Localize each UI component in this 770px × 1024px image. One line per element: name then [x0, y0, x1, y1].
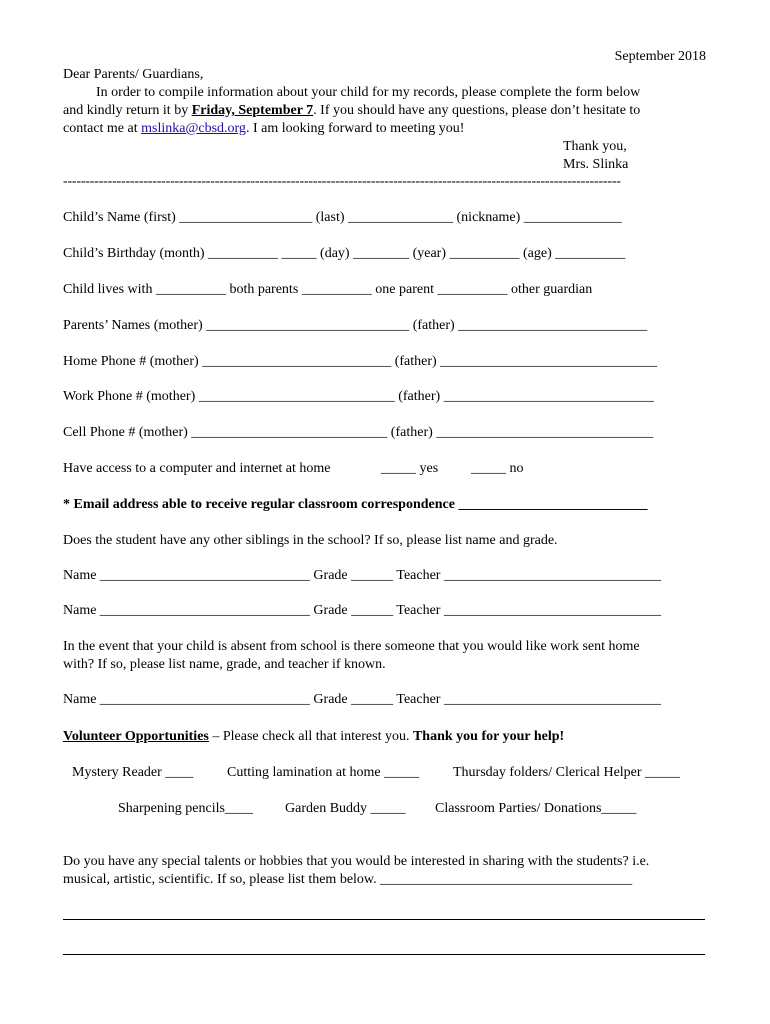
intro-line-3-pre: contact me at	[63, 121, 142, 136]
parents-names-field[interactable]: Parents’ Names (mother) _____________________________ (father) ___________________________	[63, 318, 648, 333]
intro-line-2-pre: and kindly return it by	[63, 103, 192, 118]
volunteer-option-thursday-folders[interactable]: Thursday folders/ Clerical Helper _____	[453, 765, 681, 780]
closing-name: Mrs. Slinka	[563, 157, 629, 172]
letter-date: September 2018	[614, 49, 706, 64]
due-date: Friday, September 7	[191, 103, 314, 118]
absent-question-2: with? If so, please list name, grade, and teacher if known.	[63, 657, 386, 672]
home-phone-field[interactable]: Home Phone # (mother) ___________________________ (father) _______________________________	[63, 354, 658, 369]
divider: -----------------------------------------------------------------------------------------------------------------------------	[63, 174, 621, 189]
talents-question-1: Do you have any special talents or hobbies that you would be interested in sharing with the students? i.e.	[63, 854, 650, 869]
volunteer-heading: Volunteer Opportunities	[63, 729, 209, 744]
work-phone-field[interactable]: Work Phone # (mother) ____________________________ (father) ______________________________	[63, 389, 654, 404]
lives-with-field[interactable]: Child lives with __________ both parents __________ one parent __________ other guardian	[63, 282, 593, 297]
volunteer-option-sharpening-pencils[interactable]: Sharpening pencils____	[118, 801, 253, 816]
answer-line-2[interactable]	[63, 954, 705, 955]
absent-contact-row[interactable]: Name ______________________________ Grade ______ Teacher _______________________________	[63, 692, 661, 707]
sibling-row-1[interactable]: Name ______________________________ Grade ______ Teacher _______________________________	[63, 568, 661, 583]
volunteer-option-cutting-lamination[interactable]: Cutting lamination at home _____	[227, 765, 420, 780]
volunteer-thanks: Thank you for your help!	[412, 729, 565, 744]
intro-line-3-post: . I am looking forward to meeting you!	[245, 121, 465, 136]
intro-line-2-post: . If you should have any questions, please don’t hesitate to	[313, 103, 641, 118]
answer-line-1[interactable]	[63, 919, 705, 920]
intro-line-3	[63, 120, 464, 137]
email-field[interactable]: * Email address able to receive regular classroom correspondence ___________________________	[63, 497, 648, 512]
volunteer-option-garden-buddy[interactable]: Garden Buddy _____	[285, 801, 406, 816]
volunteer-option-mystery-reader[interactable]: Mystery Reader ____	[72, 765, 194, 780]
closing-thanks: Thank you,	[563, 139, 627, 154]
intro-line-1: In order to compile information about your child for my records, please complete the form below	[96, 85, 641, 100]
volunteer-instruction: – Please check all that interest you.	[208, 729, 413, 744]
child-name-field[interactable]: Child’s Name (first) ___________________ (last) _______________ (nickname) ______________	[63, 210, 622, 225]
intro-line-2	[63, 102, 640, 119]
computer-yes-field[interactable]: _____ yes	[381, 461, 439, 476]
siblings-question: Does the student have any other siblings in the school? If so, please list name and grade.	[63, 533, 558, 548]
birthday-field[interactable]: Child’s Birthday (month) __________ _____ (day) ________ (year) __________ (age) __________	[63, 246, 626, 261]
cell-phone-field[interactable]: Cell Phone # (mother) ____________________________ (father) _______________________________	[63, 425, 654, 440]
sibling-row-2[interactable]: Name ______________________________ Grade ______ Teacher _______________________________	[63, 603, 661, 618]
talents-question-2[interactable]: musical, artistic, scientific. If so, please list them below. ____________________________________	[63, 872, 633, 887]
volunteer-heading-line	[63, 728, 564, 745]
email-link[interactable]: mslinka@cbsd.org	[141, 121, 246, 136]
computer-no-field[interactable]: _____ no	[471, 461, 524, 476]
volunteer-option-classroom-parties[interactable]: Classroom Parties/ Donations_____	[435, 801, 637, 816]
absent-question-1: In the event that your child is absent from school is there someone that you would like work sent home	[63, 639, 640, 654]
computer-access-label: Have access to a computer and internet at home	[63, 461, 331, 476]
salutation: Dear Parents/ Guardians,	[63, 67, 204, 82]
